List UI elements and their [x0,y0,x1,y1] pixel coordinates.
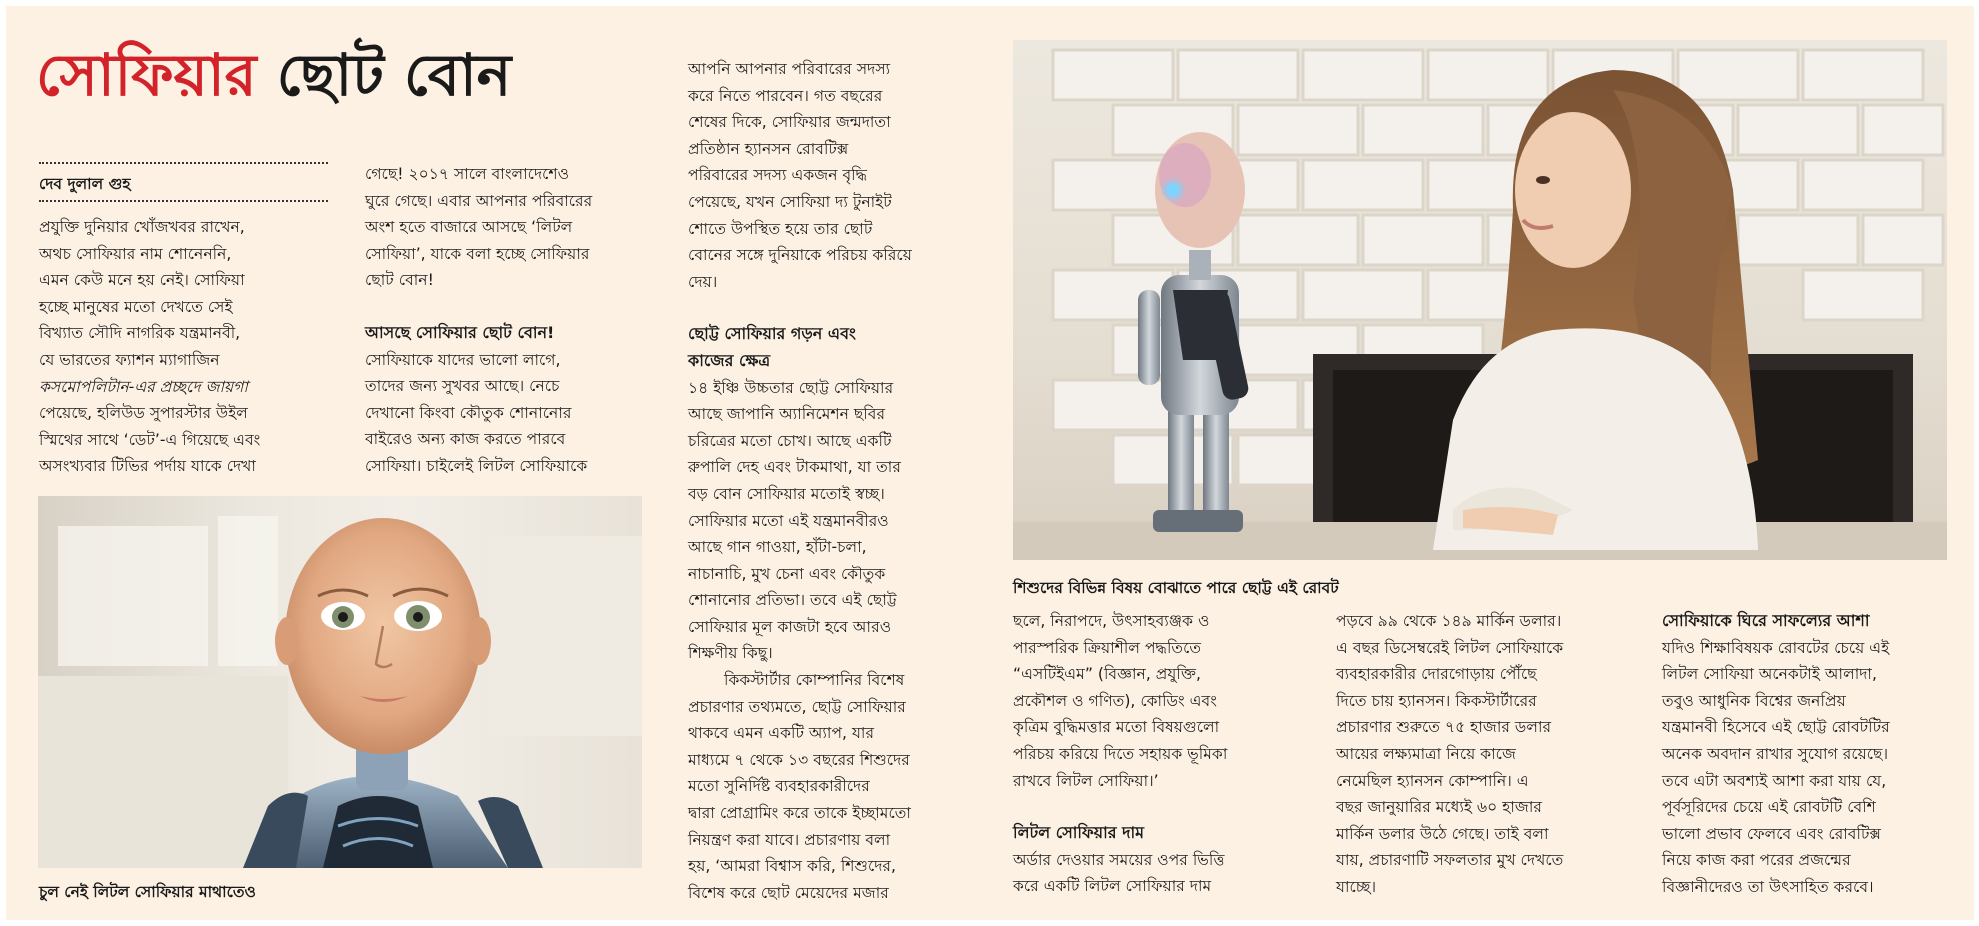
text-line: কৃত্রিম বুদ্ধিমত্তার মতো বিষয়গুলো [1013,718,1220,737]
text-line: কসমোপলিটান-এর প্রচ্ছদে জায়গা [39,377,248,396]
text-line: আছে গান গাওয়া, হাঁটা-চলা, [688,538,867,557]
text-line: চরিত্রের মতো চোখ। আছে একটি [688,431,892,450]
text-line: সোফিয়ার মতো এই যন্ত্রমানবীরও [688,511,889,530]
divider-top [39,162,328,164]
text-line: প্রকৌশল ও গণিত), কোডিং এবং [1013,691,1217,710]
text-line: হচ্ছে মানুষের মতো দেখতে সেই [39,297,233,316]
photo2-caption: শিশুদের বিভিন্ন বিষয় বোঝাতে পারে ছোট্ট এই রোবট [1013,579,1339,597]
text-line: ছোট বোন! [365,271,434,290]
text-line: থাকবে এমন একটি অ্যাপ, যার [688,724,875,743]
text-line: কিকস্টার্টার কোম্পানির বিশেষ [724,671,905,690]
text-line: পেয়েছে, যখন সোফিয়া দ্য টুনাইট [688,192,892,211]
headline-black: ছোট বোন [276,41,512,109]
text-line: সোফিয়াকে যাদের ভালো লাগে, [365,350,561,369]
girl-with-robot-photo [1013,40,1947,560]
text-line: তবুও আধুনিক বিশ্বের জনপ্রিয় [1662,691,1846,710]
article-column-5 [1336,608,1641,901]
text-line: দিতে চায় হ্যানসন। কিকস্টার্টারের [1336,691,1537,710]
text-line: পরিচয় করিয়ে দিতে সহায়ক ভূমিকা [1013,744,1228,763]
text-line: গেছে! ২০১৭ সালে বাংলাদেশেও [365,165,570,183]
text-line: পূর্বসূরিদের চেয়ে এই রোবটটি বেশি [1662,798,1876,817]
text-line: ব্যবহারকারীর দোরগোড়ায় পৌঁছে [1336,665,1537,684]
text-line: দেখানো কিংবা কৌতুক শোনানোর [365,403,572,422]
text-line: করে নিতে পারবেন। গত বছরের [688,86,883,105]
text-line: এমন কেউ মনে হয় নেই। সোফিয়া [39,271,245,290]
photo1-caption: চুল নেই লিটল সোফিয়ার মাথাতেও [39,883,256,901]
text-line: মাধ্যমে ৭ থেকে ১৩ বছরের শিশুদের [688,750,910,769]
text-line: শোতে উপস্থিত হয়ে তার ছোট [688,219,873,238]
text-line: প্রযুক্তি দুনিয়ার খোঁজখবর রাখেন, [39,218,245,236]
text-line: শিক্ষণীয় কিছু। [688,644,773,663]
text-line: প্রচারণার তথ্যমতে, ছোট্ট সোফিয়ার [688,697,906,716]
subheading: সোফিয়াকে ঘিরে সাফল্যের আশা [1662,611,1870,630]
text-line: দ্বারা প্রোগ্রামিং করে তাকে ইচ্ছামতো [688,804,911,823]
text-line: যন্ত্রমানবী হিসেবে এই ছোট্ট রোবটটির [1662,718,1890,737]
text-line: লিটল সোফিয়া অনেকটাই আলাদা, [1662,665,1877,684]
text-line: হয়, ‘আমরা বিশ্বাস করি, শিশুদের, [688,857,896,876]
text-line: প্রচারণার শুরুতে ৭৫ হাজার ডলার [1336,718,1552,737]
text-line: প্রতিষ্ঠান হ্যানসন রোবটিক্স [688,139,849,158]
text-line: আপনি আপনার পরিবারের সদস্য [688,60,891,78]
text-line: বড় বোন সোফিয়ার মতোই স্বচ্ছ। [688,484,885,503]
headline [36,41,512,109]
text-line: রাখবে লিটল সোফিয়া।’ [1013,771,1159,790]
text-line: পড়বে ৯৯ থেকে ১৪৯ মার্কিন ডলার। [1336,612,1562,630]
text-line: বোনের সঙ্গে দুনিয়াকে পরিচয় করিয়ে [688,246,912,265]
article-column-3 [688,56,993,906]
text-line: অথচ সোফিয়ার নাম শোনেননি, [39,244,232,263]
text-line: বিশেষ করে ছোট মেয়েদের মজার [688,883,889,902]
text-line: অংশ হতে বাজারে আসছে ‘লিটল [365,218,573,237]
girl-robot-illustration [1013,40,1947,560]
subheading: আসছে সোফিয়ার ছোট বোন! [365,322,555,342]
text-line: নিয়ে কাজ করা পরের প্রজন্মের [1662,851,1851,870]
text-line: “এসটিইএম” (বিজ্ঞান, প্রযুক্তি, [1013,665,1201,684]
text-line: রুপালি দেহ এবং টাকমাথা, যা তার [688,458,901,477]
byline: দেব দুলাল গুহ [39,175,131,193]
article-column-6 [1662,608,1967,901]
text-line: যাচ্ছে। [1336,877,1377,896]
headline-red: সোফিয়ার [36,41,257,109]
little-sophia-photo [38,496,642,868]
divider-bottom [39,200,328,202]
text-line: তাদের জন্য সুখবর আছে। নেচে [365,377,560,396]
text-line: বাইরেও অন্য কাজ করতে পারবে [365,430,566,449]
text-line: এ বছর ডিসেম্বরেই লিটল সোফিয়াকে [1336,638,1564,657]
text-line: দেয়। [688,272,718,291]
text-line: যায়, প্রচারণাটি সফলতার মুখ দেখতে [1336,851,1564,870]
text-line: পেয়েছে, হলিউড সুপারস্টার উইল [39,404,248,423]
text-line: স্মিথের সাথে ‘ডেট’-এ গিয়েছে এবং [39,430,261,449]
text-line: করে একটি লিটল সোফিয়ার দাম [1013,877,1212,896]
subheading: কাজের ক্ষেত্র [688,350,771,370]
text-line: নাচানাচি, মুখ চেনা এবং কৌতুক [688,564,886,583]
text-line: পরিবারের সদস্য একজন বৃদ্ধি [688,166,868,185]
text-line: মার্কিন ডলার উঠে গেছে। তাই বলা [1336,824,1549,843]
text-line: ঘুরে গেছে। এবার আপনার পরিবারের [365,191,593,210]
text-line: সোফিয়া’, যাকে বলা হচ্ছে সোফিয়ার [365,244,590,263]
text-line: তবে এটা অবশ্যই আশা করা যায় যে, [1662,771,1887,790]
text-line: নিয়ন্ত্রণ করা যাবে। প্রচারণায় বলা [688,830,891,849]
article-column-4 [1013,608,1313,900]
text-line: বিখ্যাত সৌদি নাগরিক যন্ত্রমানবী, [39,324,241,343]
subheading: ছোট্ট সোফিয়ার গড়ন এবং [688,324,856,344]
text-line: অর্ডার দেওয়ার সময়ের ওপর ভিত্তি [1013,850,1225,869]
text-line: বিজ্ঞানীদেরও তা উৎসাহিত করবে। [1662,877,1874,896]
text-line: ছলে, নিরাপদে, উৎসাহব্যঞ্জক ও [1013,612,1210,630]
newspaper-page [6,6,1974,920]
text-line: সোফিয়া। চাইলেই লিটল সোফিয়াকে [365,456,588,475]
text-line: নেমেছিল হ্যানসন কোম্পানি। এ [1336,771,1529,790]
text-line: পারস্পরিক ক্রিয়াশীল পদ্ধতিতে [1013,638,1202,657]
text-line: ভালো প্রভাব ফেলবে এবং রোবটিক্স [1662,824,1881,843]
subheading: লিটল সোফিয়ার দাম [1013,823,1145,843]
text-line: মতো সুনির্দিষ্ট ব্যবহারকারীদের [688,777,870,796]
text-line: বছর জানুয়ারির মধ্যেই ৬০ হাজার [1336,798,1542,817]
text-line: অনেক অবদান রাখার সুযোগ রয়েছে। [1662,744,1889,763]
text-line: সোফিয়ার মূল কাজটা হবে আরও [688,617,892,636]
text-line: যদিও শিক্ষাবিষয়ক রোবটের চেয়ে এই [1662,638,1890,657]
text-line: শেষের দিকে, সোফিয়ার জন্মদাতা [688,113,891,132]
text-line: শোনানোর প্রতিভা। তবে এই ছোট্ট [688,591,897,610]
text-line: ১৪ ইঞ্চি উচ্চতার ছোট্ট সোফিয়ার [688,378,894,397]
text-line: যে ভারতের ফ্যাশন ম্যাগাজিন [39,350,220,369]
text-line: অসংখ্যবার টিভির পর্দায় যাকে দেখা [39,457,256,476]
article-column-1 [39,214,339,480]
article-column-2 [365,161,665,480]
little-sophia-illustration [38,496,642,868]
text-line: আয়ের লক্ষ্যমাত্রা নিয়ে কাজে [1336,744,1516,763]
text-line: আছে জাপানি অ্যানিমেশন ছবির [688,405,886,424]
